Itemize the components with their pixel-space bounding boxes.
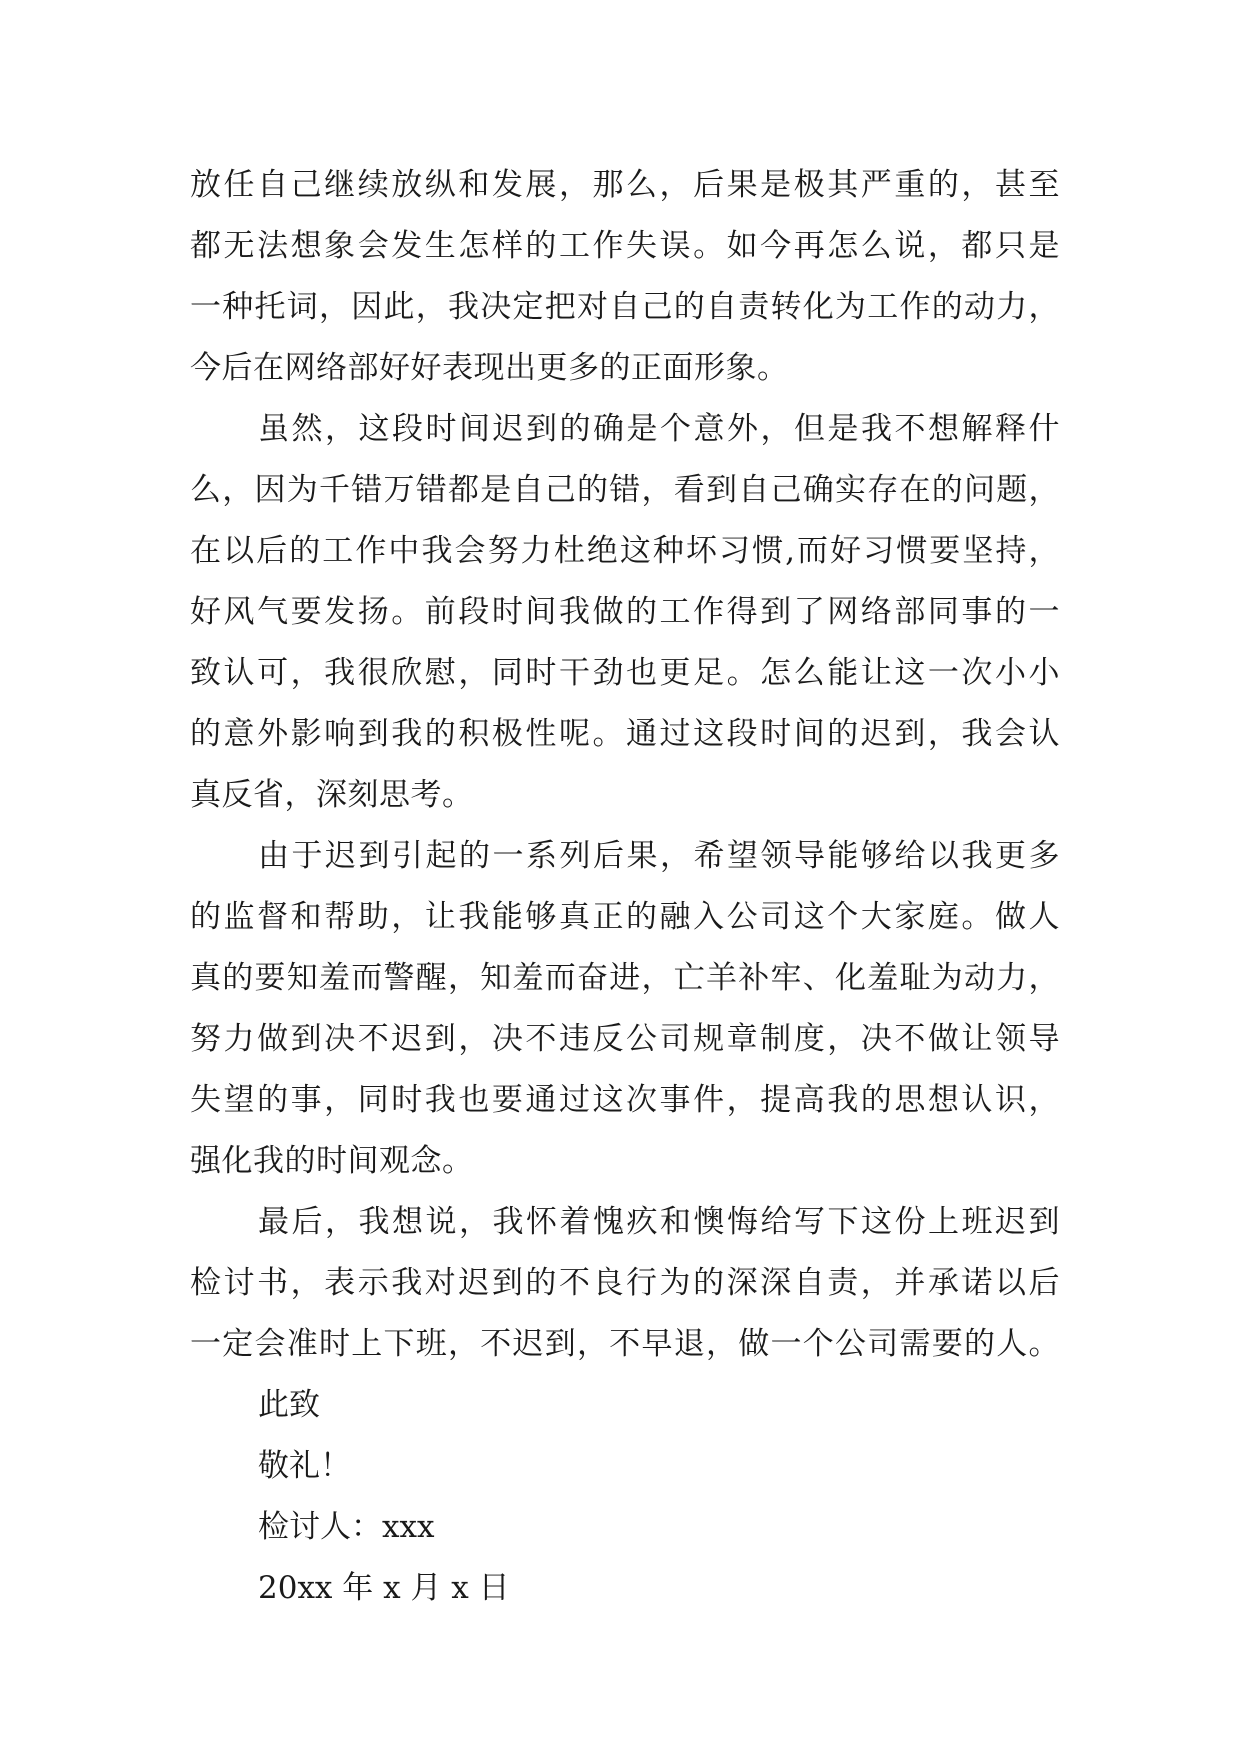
paragraph-1 — [190, 155, 1060, 399]
text-line: 都无法想象会发生怎样的工作失误。如今再怎么说，都只是 — [190, 228, 1060, 264]
text-line: 强化我的时间观念。 — [190, 1143, 474, 1179]
text-line: 检讨书，表示我对迟到的不良行为的深深自责，并承诺以后 — [190, 1265, 1060, 1301]
paragraph-4 — [190, 1192, 1060, 1375]
document-page — [190, 155, 1060, 1619]
text-line: 今后在网络部好好表现出更多的正面形象。 — [190, 350, 789, 386]
paragraph-2 — [190, 399, 1060, 826]
text-line: 真反省，深刻思考。 — [190, 777, 474, 813]
text-line: 好风气要发扬。前段时间我做的工作得到了网络部同事的一 — [190, 594, 1060, 630]
text-line: 努力做到决不迟到，决不违反公司规章制度，决不做让领导 — [190, 1021, 1060, 1057]
text-line: 一定会准时上下班，不迟到，不早退，做一个公司需要的人。 — [190, 1326, 1060, 1362]
text-line: 真的要知羞而警醒，知羞而奋进，亡羊补牢、化羞耻为动力， — [190, 960, 1060, 996]
text-line: 虽然，这段时间迟到的确是个意外，但是我不想解释什 — [258, 411, 1060, 447]
salutation: 此致 — [258, 1387, 320, 1423]
date: 20xx 年 x 月 x 日 — [258, 1570, 510, 1606]
text-line: 在以后的工作中我会努力杜绝这种坏习惯,而好习惯要坚持， — [190, 533, 1060, 569]
respect-line: 敬礼！ — [258, 1448, 351, 1484]
paragraph-3 — [190, 826, 1060, 1192]
text-line: 的监督和帮助，让我能够真正的融入公司这个大家庭。做人 — [190, 899, 1060, 935]
closing-block — [190, 1375, 1060, 1619]
text-line: 一种托词，因此，我决定把对自己的自责转化为工作的动力， — [190, 289, 1060, 325]
text-line: 么，因为千错万错都是自己的错，看到自己确实存在的问题， — [190, 472, 1060, 508]
text-line: 的意外影响到我的积极性呢。通过这段时间的迟到，我会认 — [190, 716, 1060, 752]
text-line: 放任自己继续放纵和发展，那么，后果是极其严重的，甚至 — [190, 167, 1060, 203]
text-line: 失望的事，同时我也要通过这次事件，提高我的思想认识， — [190, 1082, 1060, 1118]
signature: 检讨人：xxx — [258, 1509, 435, 1545]
text-line: 最后，我想说，我怀着愧疚和懊悔给写下这份上班迟到 — [258, 1204, 1060, 1240]
text-line: 致认可，我很欣慰，同时干劲也更足。怎么能让这一次小小 — [190, 655, 1060, 691]
text-line: 由于迟到引起的一系列后果，希望领导能够给以我更多 — [258, 838, 1060, 874]
